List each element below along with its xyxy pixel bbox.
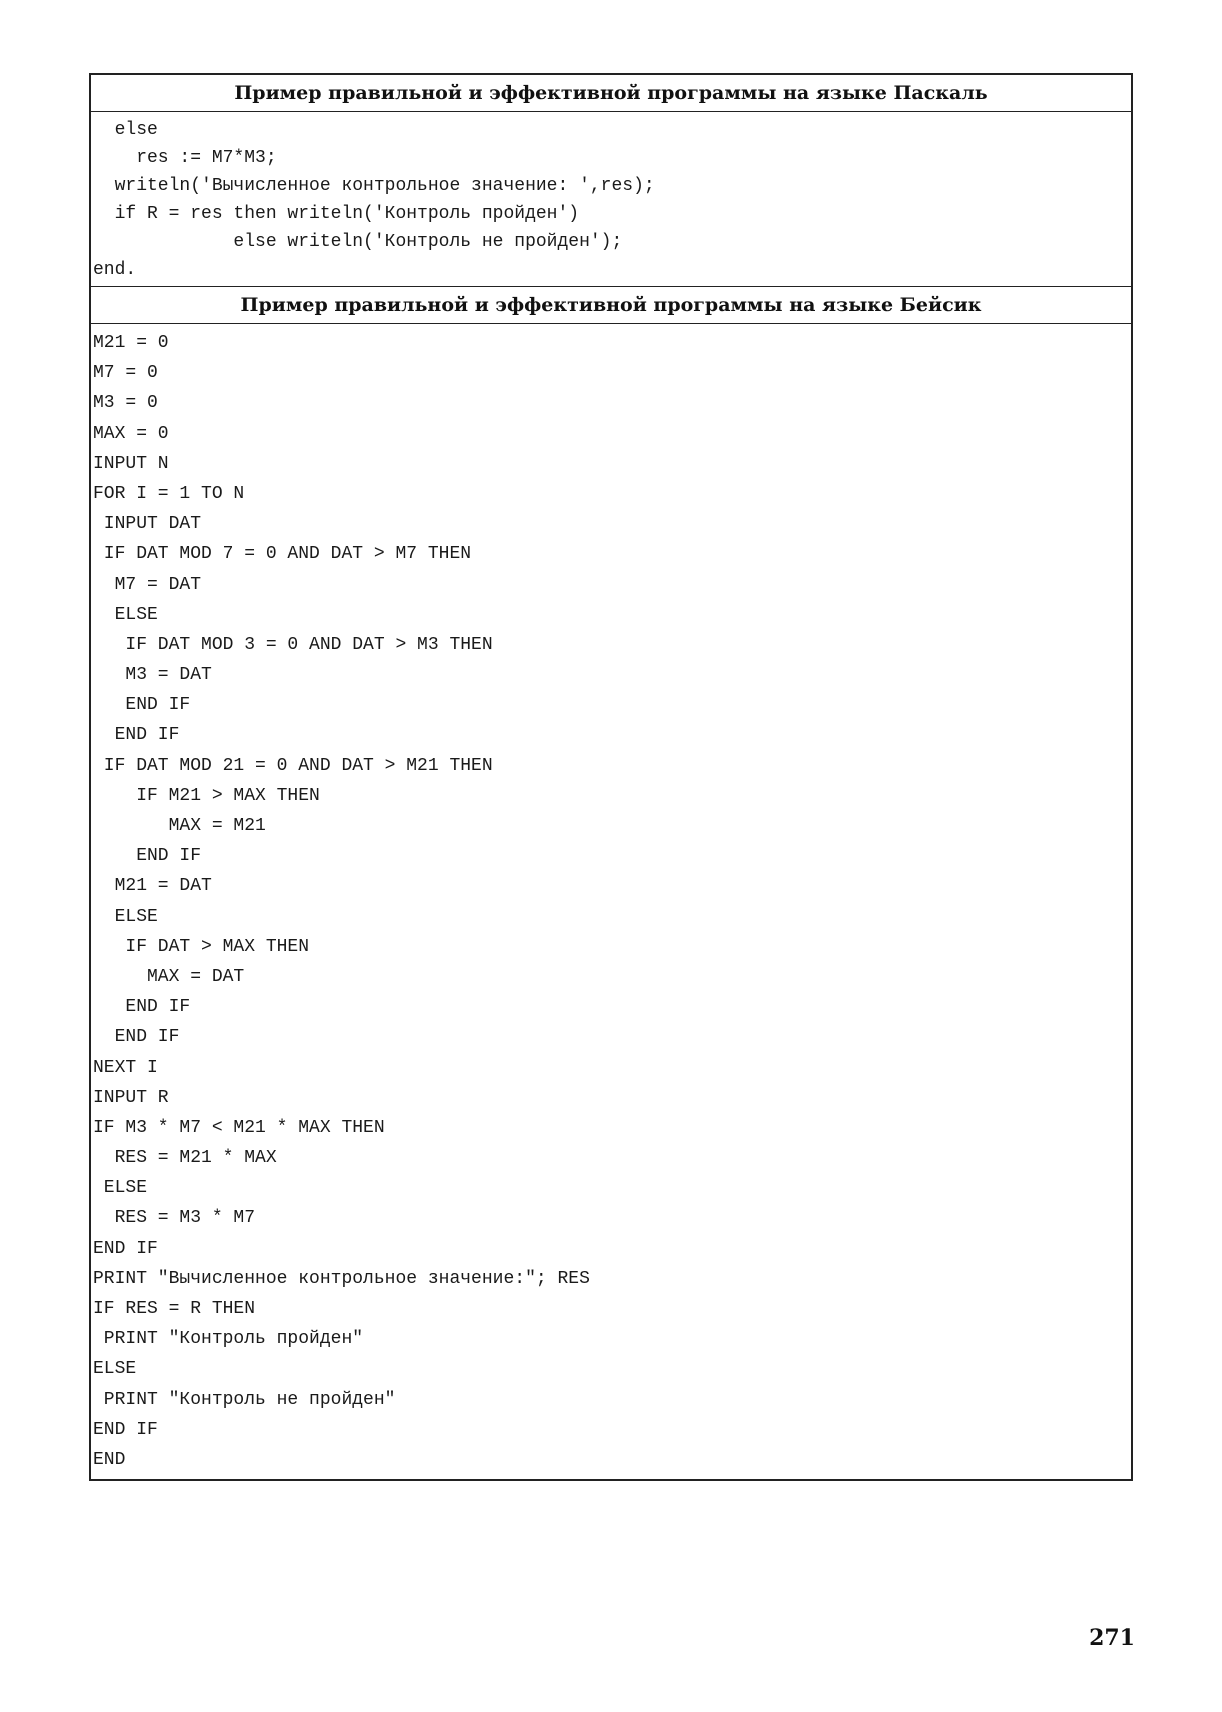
pascal-section-title: Пример правильной и эффективной программы на языке Паскаль (91, 75, 1131, 112)
basic-code-line: IF RES = R THEN (93, 1299, 256, 1319)
pascal-code-line: else writeln('Контроль не пройден'); (93, 232, 623, 252)
basic-code-line: M3 = DAT (93, 665, 212, 686)
basic-code-line: IF DAT > MAX THEN (93, 936, 310, 957)
basic-code-line: NEXT I (93, 1057, 158, 1078)
basic-code-line: M21 = 0 (93, 333, 169, 353)
pascal-code-line: else (93, 120, 158, 140)
basic-code-line: END (93, 1449, 126, 1470)
basic-code-line: INPUT DAT (93, 514, 202, 535)
basic-code-line: PRINT "Контроль пройден" (93, 1329, 364, 1350)
basic-code-line: M7 = DAT (93, 574, 202, 595)
basic-code-line: END IF (93, 725, 180, 746)
basic-code-line: IF M21 > MAX THEN (93, 785, 320, 806)
code-listing-table (89, 73, 1133, 1481)
basic-code-line: INPUT N (93, 453, 169, 474)
basic-code-line: IF DAT MOD 7 = 0 AND DAT > M7 THEN (93, 544, 472, 565)
basic-code-line: END IF (93, 695, 191, 716)
basic-code-line: PRINT "Вычисленное контрольное значение:"; RES (93, 1268, 590, 1289)
basic-code-line: ELSE (93, 906, 158, 927)
basic-code-line: END IF (93, 1027, 180, 1048)
basic-code-line: INPUT R (93, 1087, 169, 1108)
basic-code-line: PRINT "Контроль не пройден" (93, 1389, 396, 1410)
basic-code-block (91, 324, 1131, 1479)
pascal-code-line: if R = res then writeln('Контроль пройден') (93, 204, 580, 224)
pascal-code-line: end. (93, 260, 137, 280)
basic-code-line: RES = M21 * MAX (93, 1148, 277, 1169)
basic-code-line: IF DAT MOD 21 = 0 AND DAT > M21 THEN (93, 755, 493, 776)
page-number: 271 (1089, 1625, 1135, 1651)
basic-code-line: RES = M3 * M7 (93, 1208, 256, 1229)
basic-code-line: END IF (93, 846, 202, 867)
basic-code-line: MAX = 0 (93, 423, 169, 444)
pascal-code-block (91, 112, 1131, 286)
basic-code-line: FOR I = 1 TO N (93, 483, 245, 504)
basic-code-line: END IF (93, 997, 191, 1018)
basic-code-line: ELSE (93, 1178, 148, 1199)
basic-code-line: END IF (93, 1419, 158, 1440)
basic-code-line: END IF (93, 1238, 158, 1259)
basic-code-line: IF DAT MOD 3 = 0 AND DAT > M3 THEN (93, 634, 493, 655)
pascal-code-line: writeln('Вычисленное контрольное значение: ',res); (93, 176, 655, 196)
basic-code-line: M21 = DAT (93, 876, 212, 897)
pascal-code-line: res := M7*M3; (93, 148, 277, 168)
basic-code-line: MAX = M21 (93, 816, 266, 836)
basic-section-title: Пример правильной и эффективной программы на языке Бейсик (91, 286, 1131, 324)
basic-code-line: M7 = 0 (93, 363, 158, 384)
basic-code-line: MAX = DAT (93, 966, 245, 987)
basic-code-line: ELSE (93, 604, 158, 625)
basic-code-line: IF M3 * M7 < M21 * MAX THEN (93, 1117, 385, 1138)
basic-code-line: M3 = 0 (93, 393, 158, 414)
basic-code-line: ELSE (93, 1359, 137, 1380)
